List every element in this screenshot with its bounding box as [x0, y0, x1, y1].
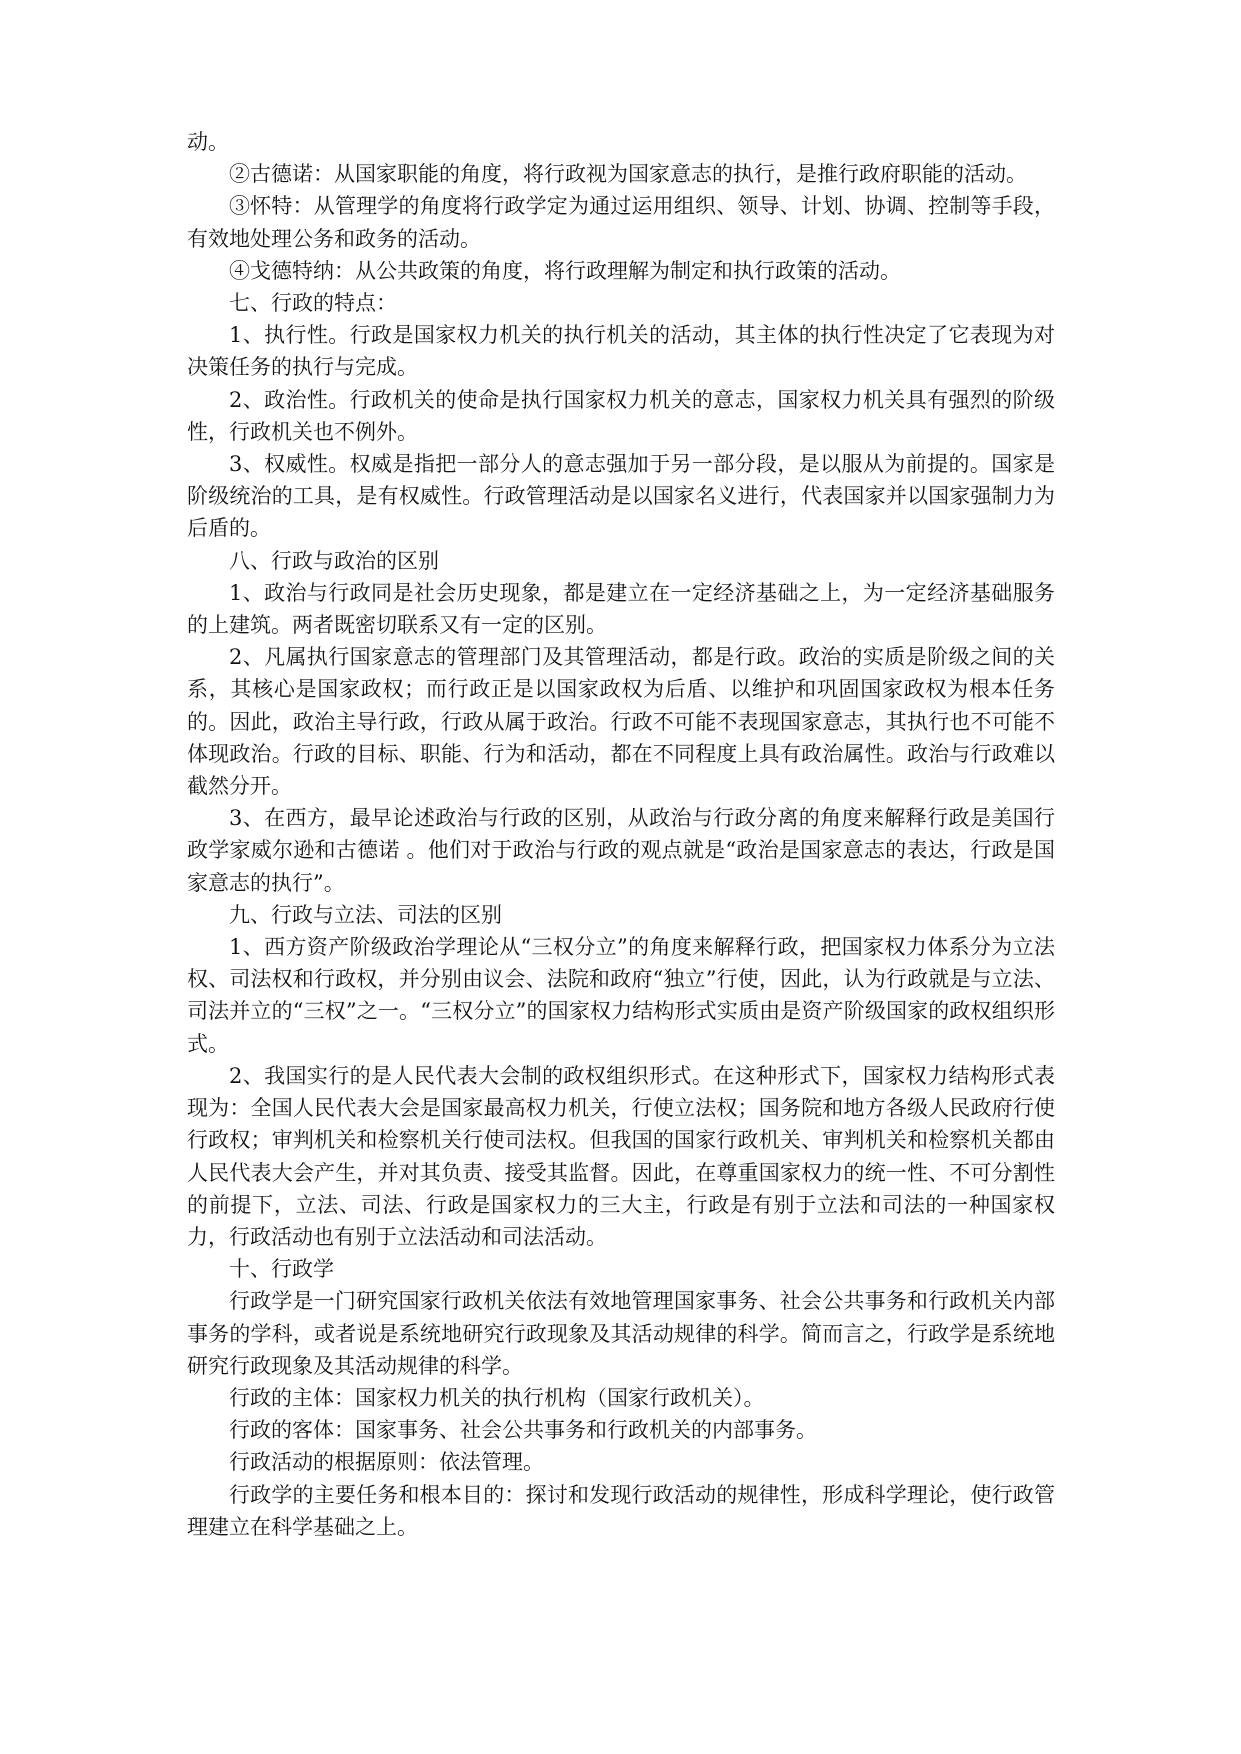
- paragraph-goodnow-definition: ②古德诺：从国家职能的角度，将行政视为国家意志的执行，是推行政府职能的活动。: [229, 162, 1027, 187]
- paragraph-10-object: 行政的客体：国家事务、社会公共事务和行政机关的内部事务。: [229, 1418, 817, 1443]
- section-heading-7: 七、行政的特点：: [229, 291, 397, 316]
- paragraph-gedetena-definition: ④戈德特纳：从公共政策的角度，将行政理解为制定和执行政策的活动。: [229, 258, 901, 283]
- paragraph-9-2: 2、我国实行的是人民代表大会制的政权组织形式。在这种形式下，国家权力结构形式表现为：全国人民代表大会是国家最高权力机关，行使立法权；国务院和地方各级人民政府行使行政权；审判机关和检察机关行使司法权。但我国的国家行政机关、审判机关和检察机关都由人民代表大会产生，并对其负责、接受其监督。因此，在尊重国家权力的统一性、不可分割性的前提下，立法、司法、行政是国家权力的三大主，行政是有别于立法和司法的一种国家权力，行政活动也有别于立法活动和司法活动。: [187, 1063, 1055, 1249]
- paragraph-8-1: 1、政治与行政同是社会历史现象，都是建立在一定经济基础之上，为一定经济基础服务的上建筑。两者既密切联系又有一定的区别。: [187, 580, 1055, 638]
- paragraph-7-1: 1、执行性。行政是国家权力机关的执行机关的活动，其主体的执行性决定了它表现为对决策任务的执行与完成。: [187, 323, 1055, 380]
- document-page: [187, 126, 1055, 1543]
- paragraph-7-3: 3、权威性。权威是指把一部分人的意志强加于另一部分段，是以服从为前提的。国家是阶级统治的工具，是有权威性。行政管理活动是以国家名义进行，代表国家并以国家强制力为后盾的。: [187, 452, 1055, 541]
- paragraph-10-definition: 行政学是一门研究国家行政机关依法有效地管理国家事务、社会公共事务和行政机关内部事务的学科，或者说是系统地研究行政现象及其活动规律的科学。简而言之，行政学是系统地研究行政现象及其活动规律的科学。: [187, 1289, 1055, 1378]
- paragraph-7-2: 2、政治性。行政机关的使命是执行国家权力机关的意志，国家权力机关具有强烈的阶级性，行政机关也不例外。: [187, 387, 1055, 444]
- paragraph-white-definition: ③怀特：从管理学的角度将行政学定为通过运用组织、领导、计划、协调、控制等手段，有效地处理公务和政务的活动。: [187, 194, 1055, 251]
- paragraph-8-3: 3、在西方，最早论述政治与行政的区别，从政治与行政分离的角度来解释行政是美国行政学家威尔逊和古德诺 。他们对于政治与行政的观点就是“政治是国家意志的表达，行政是国家意志的执行”。: [187, 806, 1055, 895]
- section-heading-8: 八、行政与政治的区别: [229, 548, 439, 573]
- paragraph-10-subject: 行政的主体：国家权力机关的执行机构（国家行政机关）。: [229, 1385, 765, 1410]
- section-heading-10: 十、行政学: [229, 1257, 334, 1282]
- paragraph-continuation: 动。: [187, 130, 229, 154]
- paragraph-10-task: 行政学的主要任务和根本目的：探讨和发现行政活动的规律性，形成科学理论，使行政管理建立在科学基础之上。: [187, 1482, 1055, 1539]
- section-heading-9: 九、行政与立法、司法的区别: [229, 902, 502, 927]
- paragraph-9-1: 1、西方资产阶级政治学理论从“三权分立”的角度来解释行政，把国家权力体系分为立法权、司法权和行政权，并分别由议会、法院和政府“独立”行使，因此，认为行政就是与立法、司法并立的“三权”之一。“三权分立”的国家权力结构形式实质由是资产阶级国家的政权组织形式。: [187, 935, 1055, 1056]
- paragraph-10-principle: 行政活动的根据原则：依法管理。: [229, 1450, 544, 1475]
- paragraph-8-2: 2、凡属执行国家意志的管理部门及其管理活动，都是行政。政治的实质是阶级之间的关系，其核心是国家政权；而行政正是以国家政权为后盾、以维护和巩固国家政权为根本任务的。因此，政治主导行政，行政从属于政治。行政不可能不表现国家意志，其执行也不可能不体现政治。行政的目标、职能、行为和活动，都在不同程度上具有政治属性。政治与行政难以截然分开。: [187, 645, 1055, 799]
